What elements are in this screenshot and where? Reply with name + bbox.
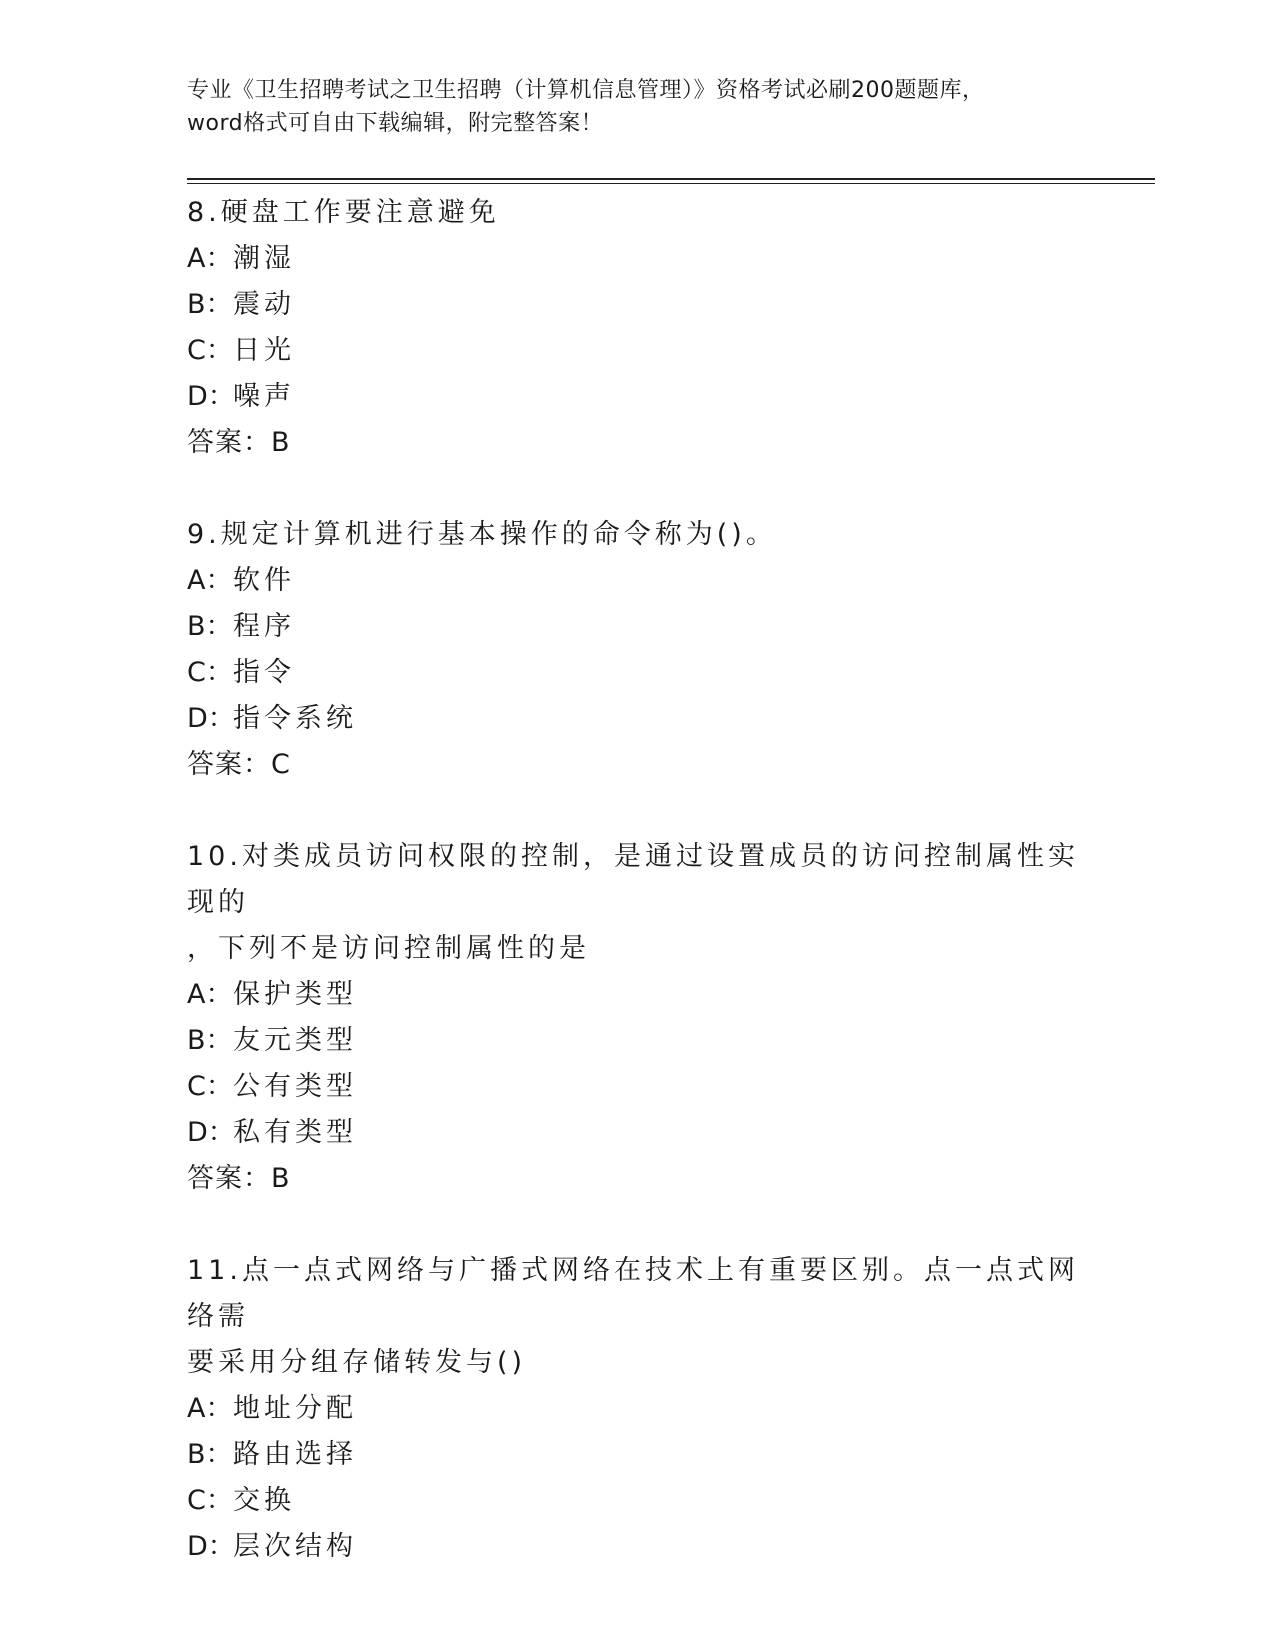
answer-option <box>187 374 1087 420</box>
option-text: 私有类型 <box>233 1117 357 1148</box>
answer-option <box>187 1110 1087 1156</box>
option-letter: B： <box>187 1025 233 1056</box>
question-block <box>187 834 1087 1202</box>
option-text: 层次结构 <box>233 1531 357 1562</box>
option-letter: C： <box>187 657 233 688</box>
option-letter: C： <box>187 1485 233 1516</box>
option-text: 程序 <box>233 611 295 642</box>
answer-option <box>187 1018 1087 1064</box>
answer-option <box>187 236 1087 282</box>
option-text: 软件 <box>233 565 295 596</box>
question-stem: 8.硬盘工作要注意避免 <box>187 197 500 228</box>
answer-option <box>187 1386 1087 1432</box>
answer-option <box>187 604 1087 650</box>
option-letter: A： <box>187 565 233 596</box>
question-stem: 9.规定计算机进行基本操作的命令称为()。 <box>187 519 777 550</box>
answer-option <box>187 972 1087 1018</box>
answer-key: 答案：C <box>187 749 291 780</box>
answer-option <box>187 1432 1087 1478</box>
option-text: 地址分配 <box>233 1393 357 1424</box>
option-letter: C： <box>187 1071 233 1102</box>
option-letter: A： <box>187 979 233 1010</box>
answer-option <box>187 1064 1087 1110</box>
header-line-1: 专业《卫生招聘考试之卫生招聘（计算机信息管理）》资格考试必刷200题题库， <box>187 78 985 103</box>
answer-key: 答案：B <box>187 427 291 458</box>
option-text: 日光 <box>233 335 295 366</box>
question-stem: 10.对类成员访问权限的控制，是通过设置成员的访问控制属性实现的 <box>187 841 1079 918</box>
answer-option <box>187 696 1087 742</box>
answer-option <box>187 1524 1087 1570</box>
option-text: 震动 <box>233 289 295 320</box>
option-letter: D： <box>187 1531 235 1562</box>
option-letter: C： <box>187 335 233 366</box>
answer-option <box>187 650 1087 696</box>
option-text: 公有类型 <box>233 1071 357 1102</box>
option-letter: D： <box>187 381 235 412</box>
question-block <box>187 190 1087 466</box>
option-text: 噪声 <box>233 381 295 412</box>
option-letter: D： <box>187 703 235 734</box>
question-block <box>187 1248 1087 1570</box>
option-text: 潮湿 <box>233 243 295 274</box>
option-text: 友元类型 <box>233 1025 357 1056</box>
option-letter: B： <box>187 1439 233 1470</box>
header-line-2: word格式可自由下载编辑，附完整答案！ <box>187 111 604 136</box>
question-block <box>187 512 1087 788</box>
question-stem: 11.点一点式网络与广播式网络在技术上有重要区别。点一点式网络需 <box>187 1255 1079 1332</box>
option-text: 路由选择 <box>233 1439 357 1470</box>
answer-option <box>187 1478 1087 1524</box>
option-text: 指令 <box>233 657 295 688</box>
answer-option <box>187 558 1087 604</box>
option-letter: A： <box>187 1393 233 1424</box>
option-text: 交换 <box>233 1485 295 1516</box>
question-stem: ，下列不是访问控制属性的是 <box>187 933 590 964</box>
option-letter: B： <box>187 611 233 642</box>
document-header <box>187 74 1087 140</box>
answer-option <box>187 282 1087 328</box>
question-list <box>187 190 1087 1616</box>
option-letter: B： <box>187 289 233 320</box>
option-text: 指令系统 <box>233 703 357 734</box>
question-stem: 要采用分组存储转发与() <box>187 1347 527 1378</box>
option-letter: A： <box>187 243 233 274</box>
answer-option <box>187 328 1087 374</box>
option-letter: D： <box>187 1117 235 1148</box>
answer-key: 答案：B <box>187 1163 291 1194</box>
option-text: 保护类型 <box>233 979 357 1010</box>
header-divider <box>187 178 1155 184</box>
